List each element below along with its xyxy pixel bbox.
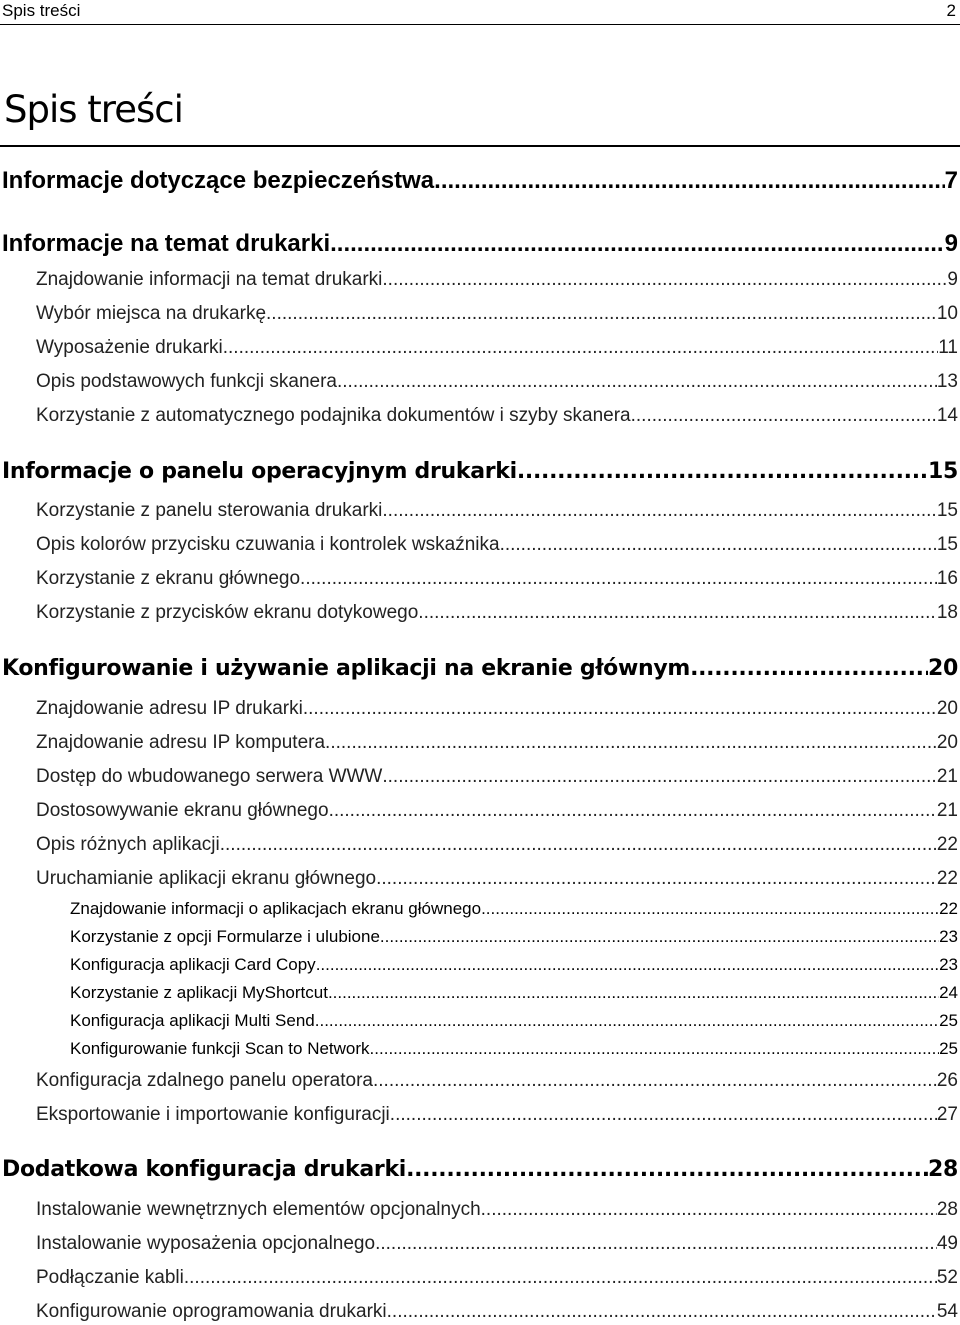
toc-entry-page: 15 xyxy=(936,500,958,521)
toc-entry-page: 28 xyxy=(927,1157,958,1182)
toc-dot-leader xyxy=(481,897,939,921)
toc-entry-title: Znajdowanie informacji na temat drukarki xyxy=(36,269,383,290)
toc-entry-page: 24 xyxy=(939,983,958,1002)
toc-dot-leader xyxy=(220,832,937,858)
toc-entry[interactable] xyxy=(70,897,958,921)
toc-entry[interactable] xyxy=(36,764,958,790)
toc-entry-page: 25 xyxy=(939,1039,958,1058)
toc-entry[interactable] xyxy=(2,455,958,489)
toc-entry-title: Uruchamianie aplikacji ekranu głównego xyxy=(36,868,377,889)
toc-entry-title: Instalowanie wyposażenia opcjonalnego xyxy=(36,1233,376,1254)
toc-entry[interactable] xyxy=(2,227,958,261)
toc-dot-leader xyxy=(337,369,937,395)
toc-entry-title: Informacje dotyczące bezpieczeństwa xyxy=(2,167,435,194)
running-header-title: Spis treści xyxy=(2,1,81,20)
toc-entry-page: 49 xyxy=(936,1233,958,1254)
toc-entry-title: Dostęp do wbudowanego serwera WWW xyxy=(36,766,383,787)
toc-dot-leader xyxy=(382,764,936,790)
toc-entry[interactable] xyxy=(70,1037,958,1061)
toc-entry-title: Korzystanie z aplikacji MyShortcut xyxy=(70,983,328,1002)
toc-entry-title: Podłączanie kabli xyxy=(36,1267,184,1288)
toc-entry[interactable] xyxy=(36,1231,958,1257)
toc-entry-page: 22 xyxy=(936,868,958,889)
toc-entry-page: 22 xyxy=(939,899,958,918)
toc-entry-title: Instalowanie wewnętrznych elementów opcjonalnych xyxy=(36,1199,481,1220)
toc-dot-leader xyxy=(373,1068,937,1094)
toc-entry-title: Opis kolorów przycisku czuwania i kontrolek wskaźnika xyxy=(36,534,500,555)
heading-divider xyxy=(0,145,960,147)
toc-entry-page: 9 xyxy=(947,269,958,290)
toc-entry[interactable] xyxy=(36,1299,958,1325)
toc-dot-leader xyxy=(328,981,939,1005)
toc-entry-title: Wyposażenie drukarki xyxy=(36,337,223,358)
running-header-page-number: 2 xyxy=(946,1,956,20)
toc-dot-leader xyxy=(481,1197,937,1223)
toc-dot-leader xyxy=(325,730,937,756)
toc-dot-leader xyxy=(382,267,947,293)
toc-dot-leader xyxy=(406,1153,928,1187)
toc-entry-page: 9 xyxy=(944,230,958,257)
toc-entry-title: Znajdowanie informacji o aplikacjach ekranu głównego xyxy=(70,899,482,918)
toc-entry[interactable] xyxy=(36,267,958,293)
toc-dot-leader xyxy=(500,532,937,558)
toc-entry-title: Konfiguracja aplikacji Card Copy xyxy=(70,955,316,974)
toc-entry[interactable] xyxy=(70,981,958,1005)
toc-entry-title: Korzystanie z przycisków ekranu dotykowego xyxy=(36,602,419,623)
toc-dot-leader xyxy=(376,866,937,892)
toc-entry-title: Dodatkowa konfiguracja drukarki xyxy=(2,1157,407,1182)
toc-entry[interactable] xyxy=(36,798,958,824)
toc-entry-page: 21 xyxy=(936,800,958,821)
toc-entry[interactable] xyxy=(36,866,958,892)
toc-entry[interactable] xyxy=(36,566,958,592)
toc-entry-title: Konfigurowanie oprogramowania drukarki xyxy=(36,1301,387,1322)
toc-entry-title: Informacje o panelu operacyjnym drukarki xyxy=(2,459,517,484)
toc-entry-page: 13 xyxy=(936,371,958,392)
toc-entry-page: 52 xyxy=(936,1267,958,1288)
toc-entry-page: 23 xyxy=(939,955,958,974)
toc-entry-page: 54 xyxy=(936,1301,958,1322)
toc-entry-title: Informacje na temat drukarki xyxy=(2,230,331,257)
toc-entry-title: Korzystanie z ekranu głównego xyxy=(36,568,301,589)
toc-entry-page: 16 xyxy=(936,568,958,589)
toc-entry-page: 18 xyxy=(936,602,958,623)
toc-dot-leader xyxy=(380,925,939,949)
toc-entry-title: Korzystanie z panelu sterowania drukarki xyxy=(36,500,383,521)
toc-entry-page: 20 xyxy=(927,656,958,681)
toc-dot-leader xyxy=(382,498,936,524)
toc-entry-page: 20 xyxy=(936,698,958,719)
toc-entry[interactable] xyxy=(36,832,958,858)
toc-entry-page: 7 xyxy=(944,167,958,194)
page-header xyxy=(0,0,960,25)
toc-entry[interactable] xyxy=(36,1102,958,1128)
toc-dot-leader xyxy=(387,1299,937,1325)
toc-entry-page: 11 xyxy=(938,337,958,358)
toc-entry[interactable] xyxy=(36,730,958,756)
toc-entry[interactable] xyxy=(36,600,958,626)
toc-dot-leader xyxy=(329,798,937,824)
toc-entry-page: 15 xyxy=(936,534,958,555)
toc-entry-title: Konfiguracja zdalnego panelu operatora xyxy=(36,1070,373,1091)
toc-entry-page: 10 xyxy=(936,303,958,324)
toc-entry[interactable] xyxy=(36,335,958,361)
toc-dot-leader xyxy=(184,1265,937,1291)
toc-entry-title: Dostosowywanie ekranu głównego xyxy=(36,800,329,821)
toc-entry-title: Opis różnych aplikacji xyxy=(36,834,220,855)
toc-dot-leader xyxy=(690,652,928,686)
toc-entry[interactable] xyxy=(36,301,958,327)
toc-entry[interactable] xyxy=(36,369,958,395)
toc-entry[interactable] xyxy=(36,1068,958,1094)
toc-dot-leader xyxy=(266,301,937,327)
toc-entry-title: Znajdowanie adresu IP drukarki xyxy=(36,698,303,719)
page-title: Spis treści xyxy=(4,88,183,131)
toc-entry[interactable] xyxy=(70,925,958,949)
toc-entry-title: Wybór miejsca na drukarkę xyxy=(36,303,267,324)
toc-entry-page: 25 xyxy=(939,1011,958,1030)
toc-dot-leader xyxy=(390,1102,937,1128)
toc-entry[interactable] xyxy=(2,1153,958,1187)
toc-entry[interactable] xyxy=(2,652,958,686)
toc-entry-title: Eksportowanie i importowanie konfiguracji xyxy=(36,1104,390,1125)
toc-entry-title: Konfiguracja aplikacji Multi Send xyxy=(70,1011,315,1030)
toc-dot-leader xyxy=(631,403,937,429)
toc-entry-title: Konfigurowanie funkcji Scan to Network xyxy=(70,1039,370,1058)
toc-entry-page: 21 xyxy=(936,766,958,787)
toc-dot-leader xyxy=(223,335,939,361)
toc-dot-leader xyxy=(316,953,939,977)
toc-entry-page: 14 xyxy=(936,405,958,426)
toc-dot-leader xyxy=(330,227,945,261)
toc-entry[interactable] xyxy=(36,498,958,524)
toc-entry[interactable] xyxy=(36,1197,958,1223)
toc-entry-title: Znajdowanie adresu IP komputera xyxy=(36,732,326,753)
toc-entry-title: Korzystanie z opcji Formularze i ulubione xyxy=(70,927,380,946)
toc-entry[interactable] xyxy=(36,403,958,429)
toc-dot-leader xyxy=(517,455,928,489)
toc-entry[interactable] xyxy=(70,953,958,977)
toc-entry-page: 23 xyxy=(939,927,958,946)
toc-dot-leader xyxy=(303,696,937,722)
toc-entry-page: 26 xyxy=(936,1070,958,1091)
toc-entry[interactable] xyxy=(36,532,958,558)
toc-dot-leader xyxy=(315,1009,939,1033)
toc-entry-page: 15 xyxy=(927,459,958,484)
toc-dot-leader xyxy=(370,1037,940,1061)
toc-entry[interactable] xyxy=(2,164,958,198)
toc-entry-title: Korzystanie z automatycznego podajnika dokumentów i szyby skanera xyxy=(36,405,631,426)
toc-entry-title: Konfigurowanie i używanie aplikacji na ekranie głównym xyxy=(2,656,691,681)
toc-dot-leader xyxy=(418,600,937,626)
toc-entry[interactable] xyxy=(36,696,958,722)
toc-entry[interactable] xyxy=(36,1265,958,1291)
toc-entry-page: 22 xyxy=(936,834,958,855)
toc-entry-page: 28 xyxy=(936,1199,958,1220)
toc-dot-leader xyxy=(434,164,944,198)
toc-entry[interactable] xyxy=(70,1009,958,1033)
toc-dot-leader xyxy=(375,1231,937,1257)
toc-entry-page: 27 xyxy=(936,1104,958,1125)
toc-entry-page: 20 xyxy=(936,732,958,753)
toc-entry-title: Opis podstawowych funkcji skanera xyxy=(36,371,337,392)
toc-dot-leader xyxy=(300,566,937,592)
